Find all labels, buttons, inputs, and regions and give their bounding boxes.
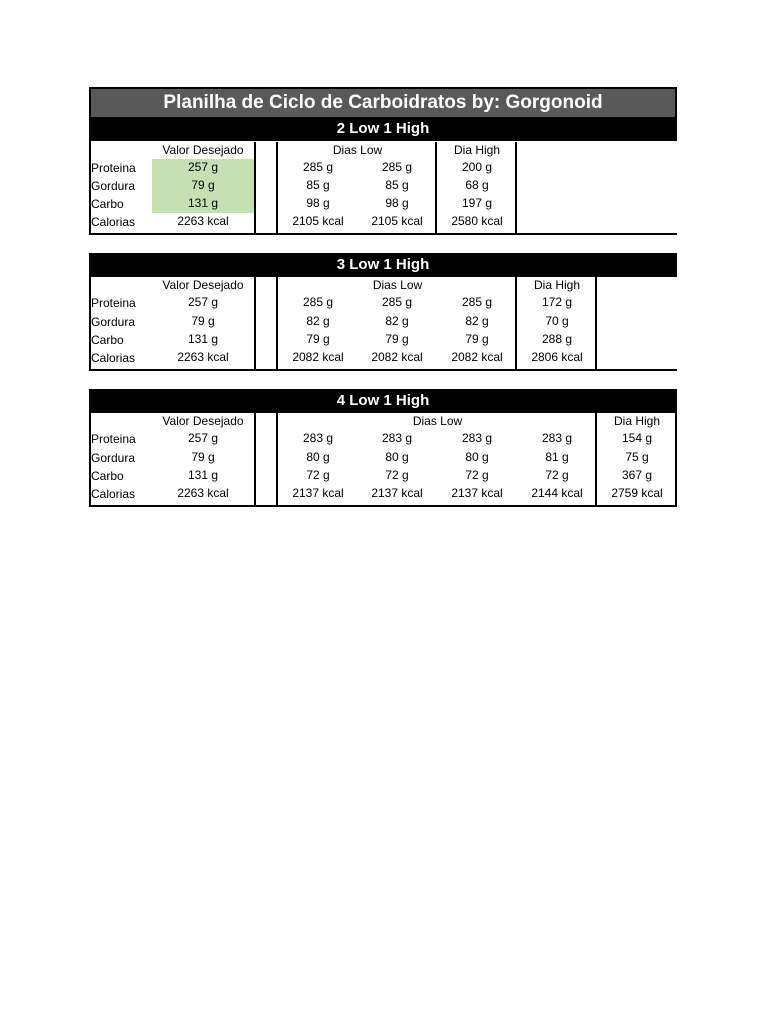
desired-value: 2263 kcal: [177, 350, 229, 364]
low-day-value: 72 g: [465, 468, 489, 482]
desired-value: 79 g: [191, 314, 215, 328]
low-day-value: 2082 kcal: [292, 350, 344, 364]
desired-header: Valor Desejado: [162, 278, 244, 292]
grid-line-vertical: [89, 413, 91, 507]
low-day-value: 2137 kcal: [451, 486, 503, 500]
row-label: Calorias: [91, 487, 136, 501]
desired-value: 79 g: [191, 450, 215, 464]
low-day-value: 285 g: [461, 295, 493, 309]
low-day-value: 85 g: [385, 178, 409, 192]
low-days-header: Dias Low: [372, 278, 423, 292]
low-day-value: 80 g: [465, 450, 489, 464]
low-day-value: 72 g: [306, 468, 330, 482]
low-day-value: 285 g: [381, 160, 413, 174]
desired-value: 257 g: [187, 431, 219, 445]
row-label: Proteina: [91, 296, 136, 310]
desired-value: 79 g: [191, 178, 215, 192]
desired-value: 131 g: [187, 468, 219, 482]
high-day-header: Dia High: [613, 414, 661, 428]
high-day-value: 2806 kcal: [531, 350, 583, 364]
row-label: Carbo: [91, 197, 124, 211]
grid-line-horizontal: [89, 505, 677, 507]
desired-value: 257 g: [187, 295, 219, 309]
low-day-value: 285 g: [302, 160, 334, 174]
grid-line-vertical: [515, 277, 517, 371]
grid-line-vertical: [276, 413, 278, 507]
grid-line-vertical: [89, 87, 91, 142]
grid-line-horizontal: [89, 369, 677, 371]
desired-value: 2263 kcal: [177, 486, 229, 500]
low-day-value: 2082 kcal: [371, 350, 423, 364]
grid-line-vertical: [595, 413, 597, 507]
row-label: Gordura: [91, 179, 136, 193]
row-label: Gordura: [91, 315, 136, 329]
desired-value: 257 g: [187, 160, 219, 174]
grid-line-vertical: [276, 277, 278, 371]
low-days-header: Dias Low: [412, 414, 463, 428]
low-day-value: 283 g: [381, 431, 413, 445]
grid-line-vertical: [515, 142, 517, 235]
grid-line-vertical: [595, 277, 597, 371]
row-label: Carbo: [91, 333, 124, 347]
high-day-value: 172 g: [541, 295, 573, 309]
high-day-value: 2759 kcal: [611, 486, 663, 500]
low-days-header: Dias Low: [332, 143, 383, 157]
low-day-value: 82 g: [385, 314, 409, 328]
low-day-value: 85 g: [306, 178, 330, 192]
high-day-header: Dia High: [453, 143, 501, 157]
grid-line-vertical: [254, 142, 256, 235]
low-day-value: 285 g: [302, 295, 334, 309]
high-day-value: 154 g: [621, 431, 653, 445]
low-day-value: 2105 kcal: [371, 214, 423, 228]
high-day-value: 70 g: [545, 314, 569, 328]
grid-line-horizontal: [89, 233, 677, 235]
grid-line-vertical: [254, 413, 256, 507]
desired-header: Valor Desejado: [162, 143, 244, 157]
row-label: Calorias: [91, 215, 136, 229]
row-label: Carbo: [91, 469, 124, 483]
desired-header: Valor Desejado: [162, 414, 244, 428]
low-day-value: 79 g: [306, 332, 330, 346]
high-day-value: 68 g: [465, 178, 489, 192]
grid-line-vertical: [89, 142, 91, 235]
low-day-value: 285 g: [381, 295, 413, 309]
low-day-value: 81 g: [545, 450, 569, 464]
low-day-value: 283 g: [302, 431, 334, 445]
grid-line-vertical: [435, 142, 437, 235]
low-day-value: 72 g: [385, 468, 409, 482]
row-label: Proteina: [91, 432, 136, 446]
low-day-value: 98 g: [306, 196, 330, 210]
low-day-value: 80 g: [385, 450, 409, 464]
row-label: Proteina: [91, 161, 136, 175]
desired-value: 2263 kcal: [177, 214, 229, 228]
grid-line-vertical: [254, 277, 256, 371]
row-label: Gordura: [91, 451, 136, 465]
low-day-value: 2137 kcal: [292, 486, 344, 500]
desired-value: 131 g: [187, 196, 219, 210]
low-day-value: 79 g: [465, 332, 489, 346]
block-header: 3 Low 1 High: [89, 253, 677, 277]
low-day-value: 2105 kcal: [292, 214, 344, 228]
low-day-value: 98 g: [385, 196, 409, 210]
low-day-value: 82 g: [306, 314, 330, 328]
high-day-value: 197 g: [461, 196, 493, 210]
low-day-value: 82 g: [465, 314, 489, 328]
block-header: 4 Low 1 High: [89, 389, 677, 413]
row-label: Calorias: [91, 351, 136, 365]
low-day-value: 2137 kcal: [371, 486, 423, 500]
low-day-value: 72 g: [545, 468, 569, 482]
grid-line-vertical: [89, 277, 91, 371]
low-day-value: 80 g: [306, 450, 330, 464]
high-day-value: 367 g: [621, 468, 653, 482]
high-day-value: 75 g: [625, 450, 649, 464]
high-day-header: Dia High: [533, 278, 581, 292]
high-day-value: 288 g: [541, 332, 573, 346]
high-day-value: 2580 kcal: [451, 214, 503, 228]
sheet-title: Planilha de Ciclo de Carboidratos by: Gorgonoid: [89, 87, 677, 117]
grid-line-vertical: [276, 142, 278, 235]
block-header: 2 Low 1 High: [89, 117, 677, 141]
high-day-value: 200 g: [461, 160, 493, 174]
grid-line-vertical: [675, 413, 677, 507]
low-day-value: 283 g: [461, 431, 493, 445]
low-day-value: 79 g: [385, 332, 409, 346]
low-day-value: 283 g: [541, 431, 573, 445]
low-day-value: 2082 kcal: [451, 350, 503, 364]
low-day-value: 2144 kcal: [531, 486, 583, 500]
desired-value: 131 g: [187, 332, 219, 346]
